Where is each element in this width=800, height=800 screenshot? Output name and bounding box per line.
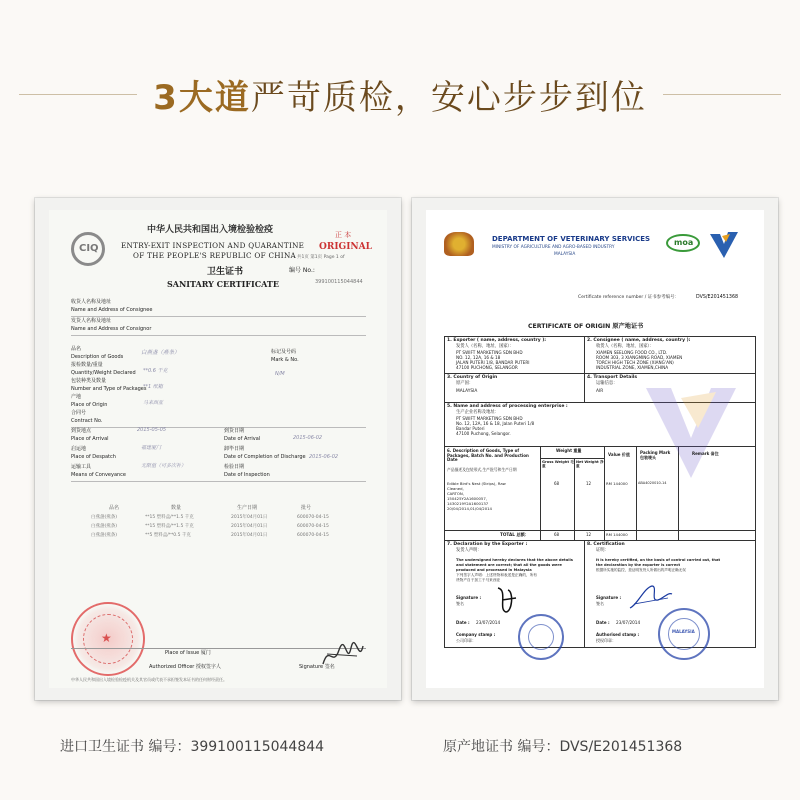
processing-title: 5. Name and address of processing enterprise : xyxy=(447,404,568,409)
field-despatch-value: 福建厦门 xyxy=(141,445,162,451)
transport-value: AIR xyxy=(596,389,604,394)
marks-cn: 标记及号码 xyxy=(271,349,297,355)
transport-title: 4. Transport Details xyxy=(587,375,638,380)
field-despatch-en: Place of Despatch xyxy=(71,454,116,460)
field-pkg-value: **1 纸箱 xyxy=(143,384,163,390)
goods-net: 12 xyxy=(586,481,592,486)
origin-certificate xyxy=(426,210,764,688)
origin-certificate-frame xyxy=(412,198,778,700)
field-despatch-cn: 启运地 xyxy=(71,446,87,452)
declaration-line-2: and statement are correct; that all the goods were xyxy=(456,563,562,567)
exporter-line-1: PT SWIFT MARKETING SDN BHD xyxy=(456,350,523,355)
field-origin-value: 马来西亚 xyxy=(143,400,164,406)
exporter-date-value: 23/07/2014 xyxy=(476,620,501,625)
unload-en: Date of Completion of Discharge xyxy=(224,454,306,460)
malaysia-crest-icon xyxy=(444,232,474,256)
processing-cn: 生产企业名称及地址： xyxy=(456,410,499,415)
sanitary-certificate-frame xyxy=(35,198,401,700)
cert-signature-label: Signature : xyxy=(596,595,622,600)
declaration-title: 7. Declaration by the Exporter : xyxy=(447,542,528,547)
unload-cn: 卸毕日期 xyxy=(224,446,245,452)
authorised-stamp-text: MALAYSIA xyxy=(672,629,695,634)
cert-signature-cn: 签名 xyxy=(596,601,604,606)
field-consignor-en: Name and Address of Consignor xyxy=(71,326,152,332)
col-net: Net Weight 净重 xyxy=(576,460,604,468)
authorised-blue-stamp-inner xyxy=(668,618,700,650)
consignee-line-2: ROOM 303, 3 XIANGMING ROAD, XIAMEN xyxy=(596,355,683,360)
goods-line-6: 20/04/2014,01/04/2014 xyxy=(447,506,492,511)
sanitary-certificate xyxy=(49,210,387,688)
sanitary-cert-en: SANITARY CERTIFICATE xyxy=(167,279,279,289)
field-pkg-cn: 包装种类及数量 xyxy=(71,378,107,384)
field-goods-value: 白燕盏（燕条） xyxy=(141,350,180,356)
goods-row-3-c1: 白燕盏(燕条) xyxy=(91,533,118,538)
exporter-signature xyxy=(494,584,520,614)
original-label-cn: 正 本 xyxy=(335,231,352,239)
col-weight: Weight 重量 xyxy=(556,448,582,453)
ref-value: DVS/E201451368 xyxy=(696,295,739,300)
declaration-line-1: The undersigned hereby declares that the above details xyxy=(456,558,573,562)
sanitary-cn-title: 中华人民共和国出入境检验检疫 xyxy=(147,225,274,235)
col-mark: Packing Mark 包装唛头 xyxy=(640,450,671,460)
goods-header-1: 品名 xyxy=(109,505,120,511)
field-conveyance-value: 无限值（可多次补） xyxy=(141,463,187,469)
marks-en: Mark & No. xyxy=(271,357,299,363)
cert-date-label: Date : xyxy=(596,620,610,625)
auth-stamp-label: Authorised stamp : xyxy=(596,632,640,637)
field-consignor-cn: 发货人名称及地址 xyxy=(71,318,112,324)
marks-value: N/M xyxy=(275,371,285,377)
place-of-issue: Place of Issue 厦门 xyxy=(165,650,211,656)
country-origin-title: 3. Country of Origin xyxy=(447,375,498,380)
exporter-signature-label: Signature : xyxy=(456,595,482,600)
inspect-en: Date of Inspection xyxy=(224,472,270,478)
exporter-date-label: Date : xyxy=(456,620,470,625)
goods-mark: ABA4020010-14 xyxy=(638,481,667,485)
certification-line-3: 根据所实施的监控，兹证明发货人所做出的声明正确无误 xyxy=(596,568,686,572)
ciq-logo xyxy=(71,232,105,266)
goods-desc-cn: 产品描述及包装形式,生产批号和生产日期 xyxy=(447,467,517,472)
col-gross: Gross Weight 毛重 xyxy=(542,460,574,468)
consignee-title: 2. Consignee ( name, address, country ): xyxy=(587,338,691,343)
original-label-en: ORIGINAL xyxy=(319,242,372,252)
consignee-line-4: INDUSTRIAL ZONE, XIAMEN,CHINA xyxy=(596,365,669,370)
goods-row-3-c3: 2015年04月01日 xyxy=(231,533,268,538)
goods-row-2-c3: 2015年04月01日 xyxy=(231,524,268,529)
field-qty-en: Quantity/Weight Declared xyxy=(71,370,136,376)
exporter-cn: 发货人（名称、地址、国家）： xyxy=(456,344,515,349)
field-qty-cn: 报检数量/重量 xyxy=(71,362,103,368)
goods-row-3-c2: **5 塑料盒/**0.5 千克 xyxy=(145,533,191,538)
declaration-line-3: produced and processed in Malaysia xyxy=(456,568,532,572)
certification-line-1: It is hereby certified, on the basis of control carried out, that xyxy=(596,558,721,562)
origin-title: CERTIFICATE OF ORIGIN 原产地证书 xyxy=(528,323,644,330)
headline-rest: 严苛质检，安心步步到位 xyxy=(250,78,647,118)
official-red-stamp-star: ★ xyxy=(101,631,112,645)
ref-label: Certificate reference number / 证书参考编号： xyxy=(578,295,680,300)
sanitary-no-value: 399100115044844 xyxy=(315,279,363,285)
auth-stamp-cn: 授权印章： xyxy=(596,638,616,643)
ciq-logo-mark: CIQ xyxy=(79,243,99,254)
goods-value: RM 144000 xyxy=(606,481,628,486)
field-arrival-en: Place of Arrival xyxy=(71,436,109,442)
headline-emphasis: 3大道 xyxy=(153,78,251,118)
certifier-signature xyxy=(628,582,674,612)
caption-sanitary: 进口卫生证书 编号：399100115044844 xyxy=(60,739,325,755)
field-arrival-cn: 到货地点 xyxy=(71,428,92,434)
dvs-country: MALAYSIA xyxy=(554,252,576,257)
total-value: RM 144000 xyxy=(606,532,628,537)
exporter-title: 1. Exporter ( name, address, country ): xyxy=(447,338,547,343)
certification-cn: 证明： xyxy=(596,548,609,553)
goods-row-2-c4: 600070-04-15 xyxy=(297,524,329,529)
headline-rule-left xyxy=(19,94,137,95)
date-arrival-en: Date of Arrival xyxy=(224,436,261,442)
headline-text xyxy=(153,70,647,119)
exporter-line-2: NO. 12, 12A, 16 & 18 xyxy=(456,355,501,360)
cert-date-value: 23/07/2014 xyxy=(616,620,641,625)
field-consignee-cn: 收货人名称及地址 xyxy=(71,299,112,305)
headline-rule-right xyxy=(663,94,781,95)
goods-row-1-c4: 600070-04-15 xyxy=(297,515,329,520)
company-stamp-cn: 公司印章： xyxy=(456,638,476,643)
country-origin-value: MALAYSIA xyxy=(456,389,478,394)
official-red-stamp xyxy=(71,602,145,676)
moa-logo xyxy=(666,234,700,252)
exporter-line-4: 47100 PUCHONG, SELANGOR xyxy=(456,365,518,370)
transport-cn: 运输信息： xyxy=(596,381,618,386)
company-blue-stamp xyxy=(518,614,564,660)
declaration-line-4: 下列签字人声明：上述货物和表述是正确的，所有 xyxy=(456,573,538,577)
goods-header-3: 生产日期 xyxy=(237,505,258,511)
sanitary-en-title-2: OF THE PEOPLE'S REPUBLIC OF CHINA xyxy=(133,251,297,260)
field-conveyance-en: Means of Conveyance xyxy=(71,472,126,478)
signature-label: Signature 签名 xyxy=(299,664,335,670)
goods-header-4: 批号 xyxy=(301,505,312,511)
field-origin-en: Place of Origin xyxy=(71,402,108,408)
vet-logo-icon xyxy=(708,230,740,260)
goods-row-3-c4: 600070-04-15 xyxy=(297,533,329,538)
field-qty-value: **0.6 千克 xyxy=(143,368,168,374)
field-consignee-en: Name and Address of Consignee xyxy=(71,307,153,313)
sanitary-no-label: 编号 No.: xyxy=(289,267,315,274)
watermark-emblem xyxy=(636,378,746,488)
moa-logo-text: moa xyxy=(674,238,694,247)
sanitary-footer: 中华人民共和国出入境检验检疫机关及其官员或代表不承担签发本证书的任何财经责任。 xyxy=(71,677,227,682)
goods-line-1: Edible Bird's Nest (Strips), Raw xyxy=(447,481,506,486)
sanitary-cert-cn: 卫生证书 xyxy=(207,267,244,277)
inspect-cn: 检验日期 xyxy=(224,464,245,470)
date-arrival-value: 2015-06-02 xyxy=(293,435,323,441)
processing-line-1: PT SWIFT MARKETING SDN BHD xyxy=(456,416,523,421)
consignee-cn: 收货人（名称、地址、国家）： xyxy=(596,344,655,349)
field-arrival-value: 2015-05-05 xyxy=(137,427,167,433)
headline xyxy=(0,70,800,119)
company-blue-stamp-inner xyxy=(528,624,554,650)
exporter-line-3: JALAN PUTERI 1/8, BANDAR PUTERI xyxy=(456,360,530,365)
field-contract-cn: 合同号 xyxy=(71,410,87,416)
authorized-officer: Authorized Officer 授权签字人 xyxy=(149,664,221,670)
total-label: TOTAL 总额： xyxy=(500,532,529,537)
dvs-ministry: MINISTRY OF AGRICULTURE AND AGRO-BASED INDUSTRY xyxy=(492,245,615,250)
col-remark: Remark 备注 xyxy=(692,451,719,456)
goods-desc-title: 6. Description of Goods, Type of Packages, Batch No. and Production Date xyxy=(447,448,529,463)
processing-line-3: Bandar Puteri xyxy=(456,426,485,431)
authorised-blue-stamp xyxy=(658,608,710,660)
declaration-cn: 发货人声明： xyxy=(456,548,482,553)
caption-origin: 原产地证书 编号：DVS/E201451368 xyxy=(443,739,683,755)
unload-value: 2015-06-02 xyxy=(309,454,339,460)
certification-line-2: the declaration by the exporter is correct xyxy=(596,563,681,567)
page-indicator: 共1页 第1页 Page 1 of xyxy=(297,255,345,260)
goods-line-3: CARTON, xyxy=(447,491,464,496)
field-contract-en: Contract No. xyxy=(71,418,103,424)
consignee-line-3: TORCH HIGH TECH ZONE (XIANG'AN) xyxy=(596,360,674,365)
consignee-line-1: XIAMEN SEELONG FOOD CO., LTD. xyxy=(596,350,668,355)
field-goods-en: Description of Goods xyxy=(71,354,124,360)
goods-row-2-c2: **15 塑料盒/**1.5 千克 xyxy=(145,524,194,529)
company-stamp-label: Company stamp : xyxy=(456,632,496,637)
declaration-line-5: 货物产自于加工于马来西亚 xyxy=(456,578,501,582)
total-net: 12 xyxy=(586,532,592,537)
goods-line-4: 150425Y2A1600057, xyxy=(447,496,487,501)
processing-line-4: 47100 Puchong, Selangor. xyxy=(456,431,511,436)
country-origin-cn: 原产国： xyxy=(456,381,474,386)
goods-row-1-c1: 白燕盏(燕条) xyxy=(91,515,118,520)
date-arrival-cn: 到货日期 xyxy=(224,428,245,434)
processing-line-2: No. 12, 12A, 16 & 18, Jalan Puteri 1/8 xyxy=(456,421,535,426)
dvs-dept: DEPARTMENT OF VETERINARY SERVICES xyxy=(492,235,651,243)
goods-row-1-c2: **15 塑料盒/**1.5 千克 xyxy=(145,515,194,520)
total-gross: 68 xyxy=(554,532,560,537)
sanitary-signature xyxy=(321,640,365,670)
certification-title: 8. Certification xyxy=(587,542,625,547)
goods-row-1-c3: 2015年04月01日 xyxy=(231,515,268,520)
goods-line-5: 1430219Y2A1600137 xyxy=(447,501,489,506)
field-origin-cn: 产地 xyxy=(71,394,82,400)
goods-header-2: 数量 xyxy=(171,505,182,511)
goods-row-2-c1: 白燕盏(燕条) xyxy=(91,524,118,529)
goods-line-2: Cleaned, xyxy=(447,486,464,491)
goods-gross: 68 xyxy=(554,481,560,486)
field-goods-cn: 品名 xyxy=(71,346,82,352)
col-value: Value 价值 xyxy=(608,452,630,457)
exporter-signature-cn: 签名 xyxy=(456,601,464,606)
field-conveyance-cn: 运输工具 xyxy=(71,464,92,470)
field-pkg-en: Number and Type of Packages xyxy=(71,386,147,392)
sanitary-en-title-1: ENTRY-EXIT INSPECTION AND QUARANTINE xyxy=(121,241,305,250)
